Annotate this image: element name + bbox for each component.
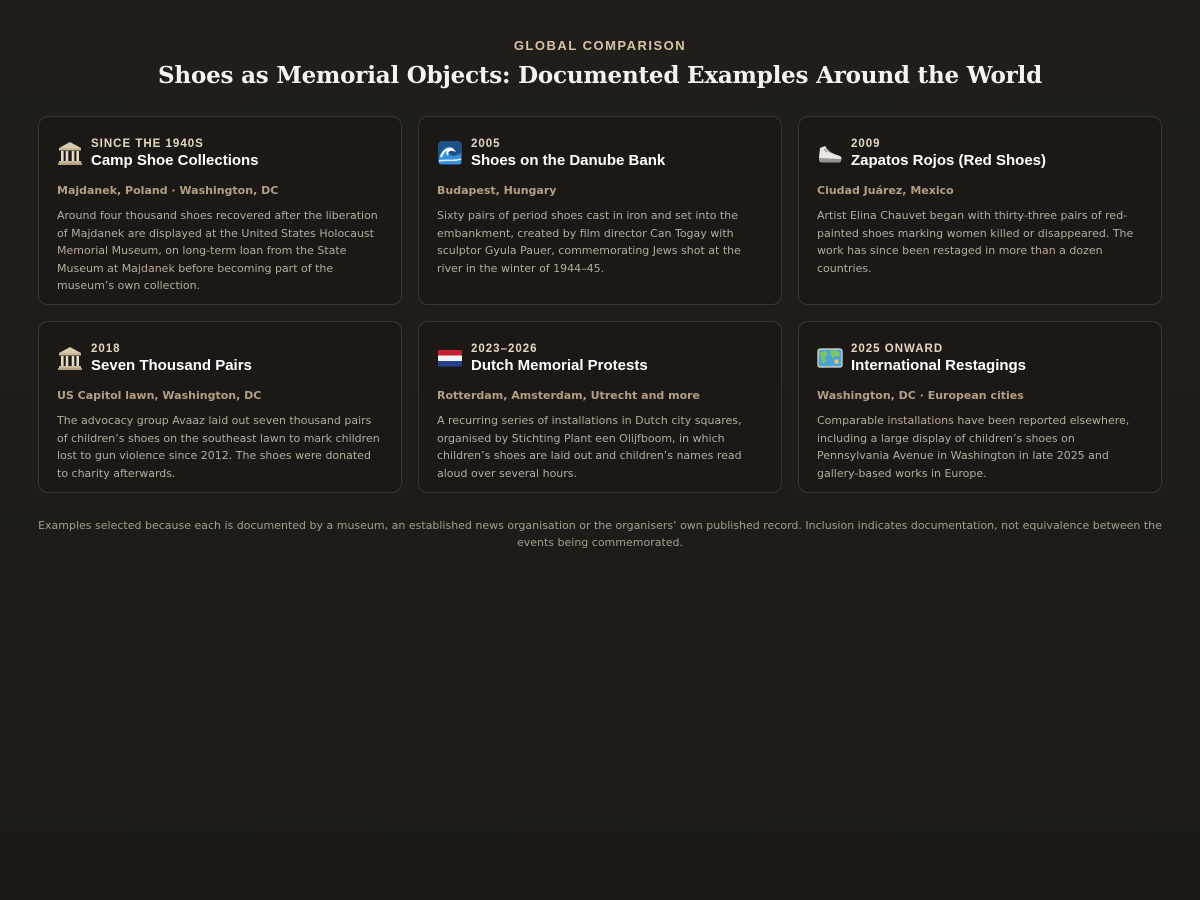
card-era: 2009 xyxy=(851,138,881,150)
water-wave-icon xyxy=(437,140,463,166)
card-description: A recurring series of installations in Dutch city squares, organised by Stichting Plant een Olijfboom, in which children’s shoes are laid out and children’s names read aloud over several hours. xyxy=(437,414,742,480)
classical-building-icon xyxy=(57,140,83,166)
card-location: US Capitol lawn, Washington, DC xyxy=(57,389,262,402)
example-card-camp-shoe-collections xyxy=(38,116,402,305)
card-era: SINCE THE 1940S xyxy=(91,138,204,150)
card-title: Dutch Memorial Protests xyxy=(471,357,648,374)
card-era: 2005 xyxy=(471,138,501,150)
example-card-seven-thousand-pairs xyxy=(38,321,402,493)
card-era: 2023–2026 xyxy=(471,343,538,355)
card-era: 2025 ONWARD xyxy=(851,343,944,355)
card-era: 2018 xyxy=(91,343,121,355)
card-location: Washington, DC · European cities xyxy=(817,389,1024,402)
card-header xyxy=(57,137,383,170)
card-title: International Restagings xyxy=(851,357,1027,374)
card-header xyxy=(437,342,763,375)
card-location: Rotterdam, Amsterdam, Utrecht and more xyxy=(437,389,701,402)
card-title: Shoes on the Danube Bank xyxy=(471,152,666,169)
card-description: Comparable installations have been reported elsewhere, including a large display of children’s shoes on Pennsylvania Avenue in Washington in late 2025 and gallery-based works in Europe. xyxy=(817,414,1130,480)
card-header xyxy=(817,342,1143,375)
footnote: Examples selected because each is documented by a museum, an established news organisation or the organisers’ own published record. Inclusion indicates documentation, not equivalence between the events being commemorated. xyxy=(38,519,1162,549)
eyebrow-label: GLOBAL COMPARISON xyxy=(513,38,687,53)
card-title: Seven Thousand Pairs xyxy=(91,357,252,374)
sneaker-icon xyxy=(817,140,843,166)
card-title: Zapatos Rojos (Red Shoes) xyxy=(851,152,1047,169)
card-title: Camp Shoe Collections xyxy=(91,152,259,169)
card-location: Ciudad Juárez, Mexico xyxy=(817,184,954,197)
example-card-zapatos-rojos xyxy=(798,116,1162,305)
examples-grid xyxy=(38,116,1162,493)
card-description: The advocacy group Avaaz laid out seven thousand pairs of children’s shoes on the southeast lawn to mark children lost to gun violence since 2012. The shoes were donated to charity afterwards. xyxy=(57,414,380,480)
classical-building-icon xyxy=(57,345,83,371)
card-description: Around four thousand shoes recovered after the liberation of Majdanek are displayed at the United States Holocaust Memorial Museum, on long-term loan from the State Museum at Majdanek before becoming part of the museum’s own collection. xyxy=(57,209,378,292)
example-card-shoes-on-the-danube-bank xyxy=(418,116,782,305)
card-location: Budapest, Hungary xyxy=(437,184,557,197)
page-title: Shoes as Memorial Objects: Documented Examples Around the World xyxy=(158,62,1042,89)
card-header xyxy=(57,342,383,375)
card-description: Artist Elina Chauvet began with thirty-three pairs of red-painted shoes marking women killed or disappeared. The work has since been restaged in more than a dozen countries. xyxy=(817,209,1134,275)
card-description: Sixty pairs of period shoes cast in iron and set into the embankment, created by film director Can Togay with sculptor Gyula Pauer, commemorating Jews shot at the river in the winter of 1944–45. xyxy=(437,209,741,275)
example-card-international-restagings xyxy=(798,321,1162,493)
example-card-dutch-memorial-protests xyxy=(418,321,782,493)
card-header xyxy=(817,137,1143,170)
netherlands-flag-icon xyxy=(437,345,463,371)
world-map-icon xyxy=(817,345,843,371)
card-header xyxy=(437,137,763,170)
card-location: Majdanek, Poland · Washington, DC xyxy=(57,184,279,197)
